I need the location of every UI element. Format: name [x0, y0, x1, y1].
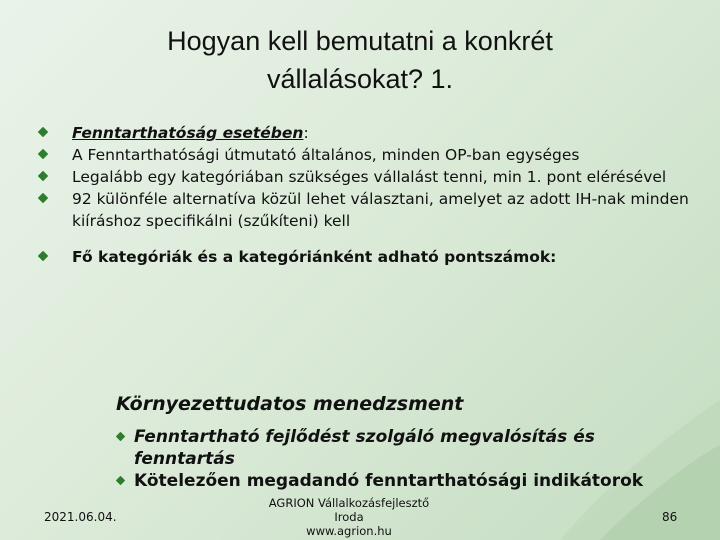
list-item: [116, 426, 696, 470]
list-item: [116, 470, 696, 492]
page-number: 86: [662, 510, 678, 524]
bullet-text: Legalább egy kategóriában szükséges vállalást tenni, min 1. pont elérésével: [72, 168, 667, 186]
list-item: [38, 188, 698, 232]
slide-title-line-1: Hogyan kell bemutatni a konkrét: [167, 26, 553, 56]
list-item: [38, 166, 698, 188]
slide-title-line-2: vállalásokat? 1.: [266, 64, 454, 94]
footer-org-url: www.agrion.hu: [306, 524, 392, 538]
list-item: [38, 246, 698, 268]
bullet-text: Fő kategóriák és a kategóriánként adható pontszámok:: [72, 248, 557, 266]
footer-organization: [254, 496, 444, 538]
diamond-bullet-icon: [116, 476, 126, 486]
list-item: [38, 144, 698, 166]
sub-bullet-text: Fenntartható fejlődést szolgáló megvalósítás és fenntartás: [134, 427, 595, 469]
slide-title: [90, 22, 630, 98]
category-bullet-list: [116, 426, 696, 492]
bullet-text: A Fenntarthatósági útmutató általános, minden OP-ban egységes: [72, 146, 580, 164]
footer-org-name: AGRION Vállalkozásfejlesztő Iroda: [268, 496, 430, 524]
diamond-bullet-icon: [38, 127, 49, 138]
bullet-text: 92 különféle alternatíva közül lehet választani, amelyet az adott IH-nak minden kiíráshoz specifikálni (szűkíteni) kell: [72, 190, 689, 230]
category-heading: Környezettudatos menedzsment: [116, 393, 464, 415]
bullet-text: Fenntarthatóság esetében: [72, 124, 304, 142]
diamond-bullet-icon: [38, 171, 49, 182]
sub-bullet-text: Kötelezően megadandó fenntarthatósági indikátorok: [134, 471, 644, 491]
diamond-bullet-icon: [116, 432, 126, 442]
main-bullet-list: [38, 122, 698, 268]
bullet-suffix: :: [303, 124, 309, 142]
footer-date: 2021.06.04.: [44, 510, 117, 524]
diamond-bullet-icon: [38, 149, 49, 160]
diamond-bullet-icon: [38, 251, 49, 262]
diamond-bullet-icon: [38, 193, 49, 204]
list-item: [38, 122, 698, 144]
